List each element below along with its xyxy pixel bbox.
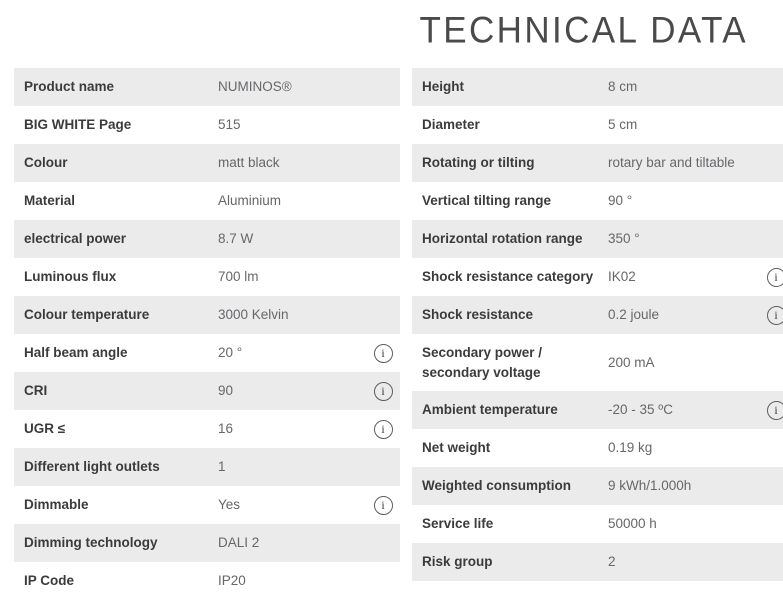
spec-value: 9 kWh/1.000h: [608, 478, 692, 494]
spec-label: electrical power: [24, 231, 127, 247]
info-icon-glyph: i: [381, 422, 385, 436]
table-row: [412, 106, 783, 144]
spec-label: Luminous flux: [24, 269, 117, 285]
table-row: [14, 144, 400, 182]
table-row: [412, 429, 783, 467]
spec-column-left: [14, 68, 400, 600]
table-row: [412, 505, 783, 543]
table-row: [412, 391, 783, 429]
spec-value: 2: [608, 554, 616, 570]
table-row: [14, 182, 400, 220]
spec-value: IP20: [218, 573, 246, 589]
spec-label: Height: [422, 79, 464, 95]
table-row: [14, 486, 400, 524]
spec-column-right: [412, 68, 783, 600]
table-row: [14, 562, 400, 600]
spec-value: 8 cm: [608, 79, 638, 95]
spec-value: NUMINOS®: [218, 79, 292, 95]
info-icon[interactable]: [374, 344, 393, 363]
spec-value: 3000 Kelvin: [218, 307, 289, 323]
info-icon-glyph: i: [774, 308, 778, 322]
table-row: [412, 467, 783, 505]
spec-value: -20 - 35 ºC: [608, 402, 673, 418]
spec-value: 0.19 kg: [608, 440, 653, 456]
table-row: [412, 334, 783, 391]
info-icon[interactable]: [374, 496, 393, 515]
table-row: [14, 296, 400, 334]
info-icon-glyph: i: [774, 270, 778, 284]
spec-value: 50000 h: [608, 516, 657, 532]
spec-value: Yes: [218, 497, 241, 513]
info-icon[interactable]: [767, 268, 783, 287]
spec-value: 90: [218, 383, 234, 399]
spec-label: Half beam angle: [24, 345, 128, 361]
table-row: [14, 106, 400, 144]
spec-label: Risk group: [422, 554, 493, 570]
spec-label: IP Code: [24, 573, 75, 589]
table-row: [14, 220, 400, 258]
spec-label: Material: [24, 193, 76, 209]
spec-value: 5 cm: [608, 117, 638, 133]
spec-value: 0.2 joule: [608, 307, 660, 323]
table-row: [14, 334, 400, 372]
spec-value: 515: [218, 117, 241, 133]
spec-label: Service life: [422, 516, 494, 532]
info-slot: [366, 420, 400, 439]
table-row: [14, 410, 400, 448]
spec-value: matt black: [218, 155, 280, 171]
table-row: [412, 144, 783, 182]
table-row: [412, 543, 783, 581]
spec-label: Shock resistance category: [422, 269, 594, 285]
spec-value: rotary bar and tiltable: [608, 155, 735, 171]
spec-label: CRI: [24, 383, 48, 399]
info-icon[interactable]: [374, 420, 393, 439]
info-icon[interactable]: [767, 401, 783, 420]
info-icon-glyph: i: [381, 346, 385, 360]
spec-value: IK02: [608, 269, 636, 285]
page-title-container: [0, 0, 748, 62]
spec-value: 16: [218, 421, 234, 437]
spec-label: Ambient temperature: [422, 402, 558, 418]
table-row: [412, 182, 783, 220]
info-icon-glyph: i: [381, 498, 385, 512]
table-row: [14, 524, 400, 562]
spec-label: Diameter: [422, 117, 480, 133]
spec-value: 700 lm: [218, 269, 259, 285]
info-icon-glyph: i: [381, 384, 385, 398]
table-row: [14, 448, 400, 486]
spec-label: Horizontal rotation range: [422, 231, 583, 247]
spec-value: 350 °: [608, 231, 640, 247]
info-slot: [761, 306, 783, 325]
info-icon[interactable]: [767, 306, 783, 325]
spec-table: [0, 68, 783, 600]
table-row: [14, 68, 400, 106]
table-row: [14, 258, 400, 296]
spec-label: Vertical tilting range: [422, 193, 552, 209]
spec-label: Colour: [24, 155, 68, 171]
spec-label: Dimming technology: [24, 535, 158, 551]
spec-label: BIG WHITE Page: [24, 117, 132, 133]
table-row: [412, 220, 783, 258]
info-slot: [366, 496, 400, 515]
spec-label: Shock resistance: [422, 307, 534, 323]
spec-value: 200 mA: [608, 354, 655, 370]
info-icon[interactable]: [374, 382, 393, 401]
spec-label: Net weight: [422, 440, 491, 456]
info-slot: [366, 382, 400, 401]
table-row: [412, 296, 783, 334]
page-title: TECHNICAL DATA: [419, 10, 748, 51]
table-row: [14, 372, 400, 410]
spec-label: Secondary power / secondary voltage: [422, 345, 543, 380]
spec-value: 20 °: [218, 345, 243, 361]
info-icon-glyph: i: [774, 403, 778, 417]
info-slot: [761, 268, 783, 287]
spec-label: Colour temperature: [24, 307, 150, 323]
spec-value: 1: [218, 459, 226, 475]
spec-label: UGR ≤: [24, 421, 66, 437]
spec-value: Aluminium: [218, 193, 282, 209]
spec-label: Dimmable: [24, 497, 89, 513]
spec-value: DALI 2: [218, 535, 260, 551]
spec-label: Rotating or tilting: [422, 155, 535, 171]
spec-value: 90 °: [608, 193, 633, 209]
spec-label: Product name: [24, 79, 115, 95]
spec-value: 8.7 W: [218, 231, 254, 247]
info-slot: [366, 344, 400, 363]
info-slot: [761, 401, 783, 420]
table-row: [412, 258, 783, 296]
table-row: [412, 68, 783, 106]
spec-label: Weighted consumption: [422, 478, 571, 494]
spec-label: Different light outlets: [24, 459, 160, 475]
